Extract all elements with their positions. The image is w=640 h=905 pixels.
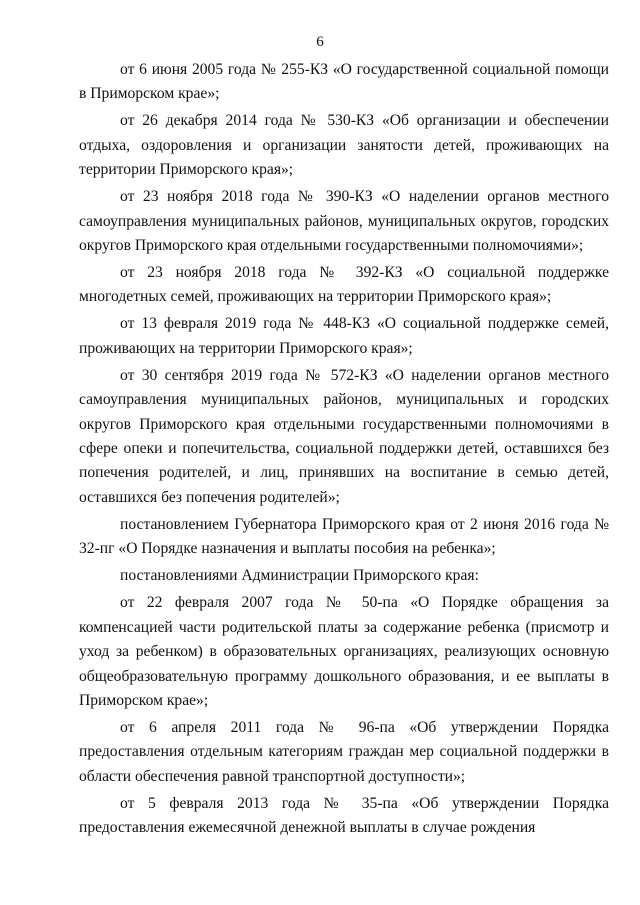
paragraph: от 6 апреля 2011 года № 96-па «Об утверждении Порядка предоставления отдельным категориям граждан мер социальной поддержки в области обеспечения равной транспортной доступности»; — [79, 718, 609, 785]
document-body — [79, 58, 609, 843]
paragraph: от 6 июня 2005 года № 255-КЗ «О государственной социальной помощи в Приморском крае»; — [79, 61, 609, 103]
paragraph: от 26 декабря 2014 года № 530-КЗ «Об организации и обеспечении отдыха, оздоровления и организации занятости детей, проживающих на территории Приморского края»; — [79, 112, 609, 179]
paragraph: от 30 сентября 2019 года № 572-КЗ «О наделении органов местного самоуправления муниципальных районов, муниципальных и городских округов Приморского края отдельными государственными полномочиями в сфере опеки и попечительства, социальной поддержки детей, оставшихся без попечения родителей, и лиц, принявших на воспитание в семью детей, оставшихся без попечения родителей»; — [79, 366, 609, 506]
paragraph: от 22 февраля 2007 года № 50-па «О Порядке обращения за компенсацией части родительской платы за содержание ребенка (присмотр и уход за ребенком) в образовательных организациях, реализующих основную общеобразовательную программу дошкольного образования, и ее выплаты в Приморском крае»; — [79, 594, 609, 709]
paragraph: постановлением Губернатора Приморского края от 2 июня 2016 года № 32-пг «О Порядке назначения и выплаты пособия на ребенка»; — [79, 515, 609, 558]
paragraph: от 5 февраля 2013 года № 35-па «Об утверждении Порядка предоставления ежемесячной денежной выплаты в случае рождения — [79, 794, 609, 837]
page-number: 6 — [316, 34, 324, 50]
paragraph: от 23 ноября 2018 года № 392-КЗ «О социальной поддержке многодетных семей, проживающих на территории Приморского края»; — [79, 264, 609, 306]
paragraph: от 23 ноября 2018 года № 390-КЗ «О наделении органов местного самоуправления муниципальных районов, муниципальных округов, городских округов Приморского края отдельными государственными полномочиями»; — [79, 188, 609, 255]
paragraph: от 13 февраля 2019 года № 448-КЗ «О социальной поддержке семей, проживающих на территории Приморского края»; — [79, 315, 609, 357]
paragraph: постановлениями Администрации Приморского края: — [120, 567, 479, 585]
